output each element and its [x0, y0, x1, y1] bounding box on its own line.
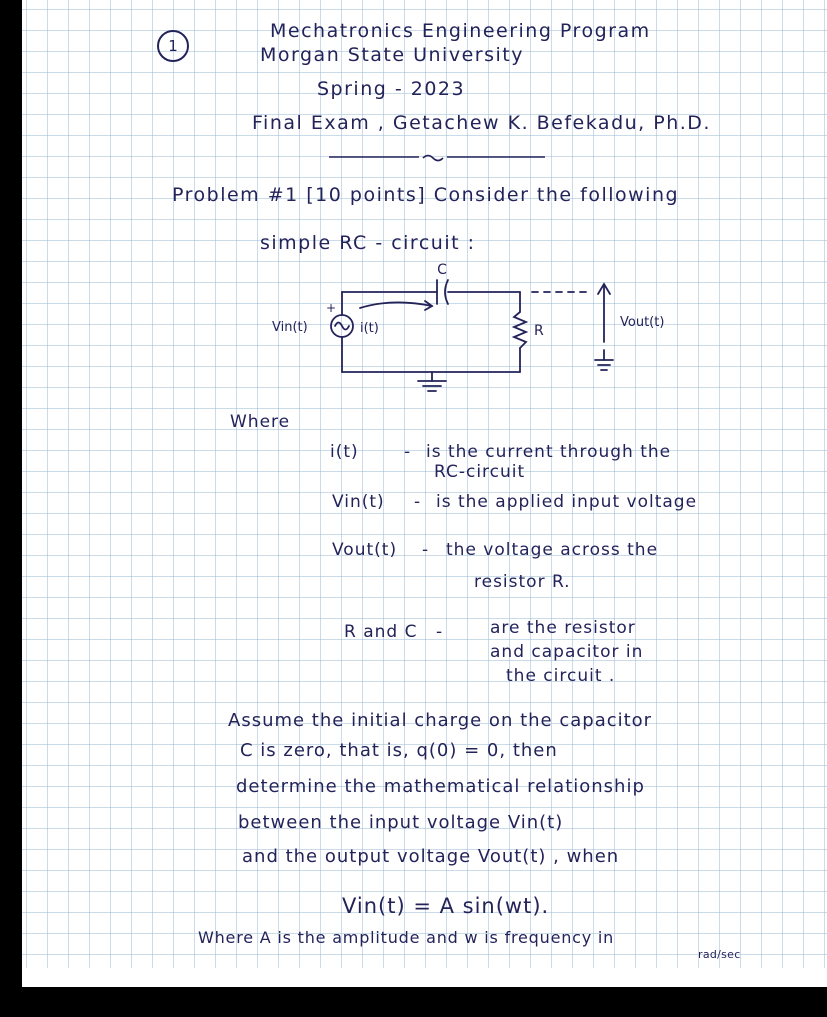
assumption-line-4: between the input voltage Vin(t): [238, 812, 564, 833]
problem-heading-cont: simple RC - circuit :: [260, 232, 476, 254]
output-ground-symbol: [595, 360, 613, 370]
definition-term-input-voltage: Vin(t): [332, 492, 385, 512]
definition-term-current: i(t): [330, 442, 359, 462]
current-arrow-curve: [360, 302, 432, 308]
definition-output-voltage-line1: the voltage across the: [446, 540, 659, 560]
where-label: Where: [230, 412, 291, 432]
assumption-line-3: determine the mathematical relationship: [236, 776, 645, 797]
program-title: Mechatronics Engineering Program: [270, 20, 651, 42]
definition-dash-input-voltage: -: [414, 492, 422, 512]
capacitor-label: C: [437, 262, 447, 278]
input-voltage-equation: Vin(t) = A sin(wt).: [342, 894, 550, 918]
page-number: 1: [168, 37, 178, 55]
assumption-line-5: and the output voltage Vout(t) , when: [242, 846, 620, 867]
definition-input-voltage-line1: is the applied input voltage: [436, 492, 698, 512]
definition-r-and-c-line1: are the resistor: [490, 618, 636, 638]
assumption-line-1: Assume the initial charge on the capacitor: [228, 710, 653, 731]
source-plus-sign: +: [326, 301, 337, 315]
problem-heading: Problem #1 [10 points] Consider the following: [172, 184, 680, 206]
output-voltage-label: Vout(t): [620, 315, 665, 330]
source-label: Vin(t): [272, 320, 308, 335]
current-label: i(t): [360, 321, 379, 336]
definition-dash-r-and-c: -: [436, 622, 444, 642]
definition-current-line2: RC-circuit: [434, 462, 526, 482]
definition-term-r-and-c: R and C: [344, 622, 418, 642]
assumption-line-2: C is zero, that is, q(0) = 0, then: [240, 740, 558, 761]
page-number-badge: [157, 30, 189, 62]
notebook-page: [22, 0, 827, 987]
ac-source-wave: [335, 323, 349, 330]
definition-output-voltage-line2: resistor R.: [474, 572, 571, 592]
resistor-label: R: [534, 323, 544, 339]
ground-symbol: [418, 381, 446, 391]
title-separator-line: [327, 152, 547, 162]
amplitude-frequency-note: Where A is the amplitude and w is frequency in: [198, 928, 615, 947]
definition-dash-output-voltage: -: [422, 540, 430, 560]
frequency-units-note: rad/sec: [698, 948, 741, 961]
definition-dash-current: -: [404, 442, 412, 462]
definition-term-output-voltage: Vout(t): [332, 540, 398, 560]
page-bottom-margin: [22, 968, 827, 987]
definition-r-and-c-line2: and capacitor in: [490, 642, 644, 662]
definition-current-line1: is the current through the: [426, 442, 672, 462]
exam-author-line: Final Exam , Getachew K. Befekadu, Ph.D.: [252, 112, 711, 134]
definition-r-and-c-line3: the circuit .: [506, 666, 616, 686]
resistor-zigzag: [514, 312, 526, 348]
university-name: Morgan State University: [260, 44, 524, 66]
exam-term: Spring - 2023: [317, 78, 466, 100]
rc-circuit-diagram: [242, 260, 702, 395]
